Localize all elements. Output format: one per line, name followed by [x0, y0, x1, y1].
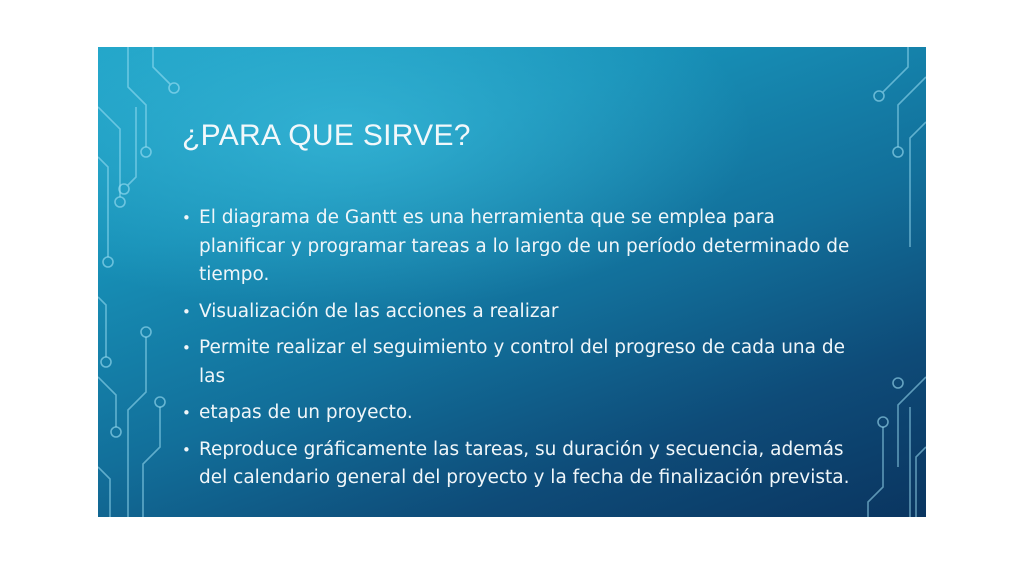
bullet-text: etapas de un proyecto. [199, 402, 413, 423]
bullet-text: El diagrama de Gantt es una herramienta que se emplea para planificar y programar tareas a lo largo de un período determinado de tiempo. [199, 207, 850, 285]
presentation-slide [98, 47, 926, 517]
bullet-point-icon: • [182, 440, 191, 459]
bullet-item [182, 298, 852, 327]
bullet-text: Permite realizar el seguimiento y control del progreso de cada una de las [199, 337, 845, 387]
bullet-point-icon: • [182, 209, 191, 227]
bullet-item [182, 399, 852, 428]
bullet-point-icon: • [182, 339, 191, 357]
bullet-list [182, 204, 852, 501]
bullet-item [182, 334, 852, 391]
bullet-item [182, 436, 852, 493]
slide-title: ¿PARA QUE SIRVE? [182, 119, 471, 152]
bullet-point-icon: • [182, 302, 191, 321]
bullet-item [182, 204, 852, 290]
bullet-text: Reproduce gráficamente las tareas, su duración y secuencia, además del calendario general del proyecto y la fecha de finalización prevista. [199, 438, 850, 488]
bullet-point-icon: • [182, 404, 191, 422]
bullet-text: Visualización de las acciones a realizar [199, 300, 559, 322]
